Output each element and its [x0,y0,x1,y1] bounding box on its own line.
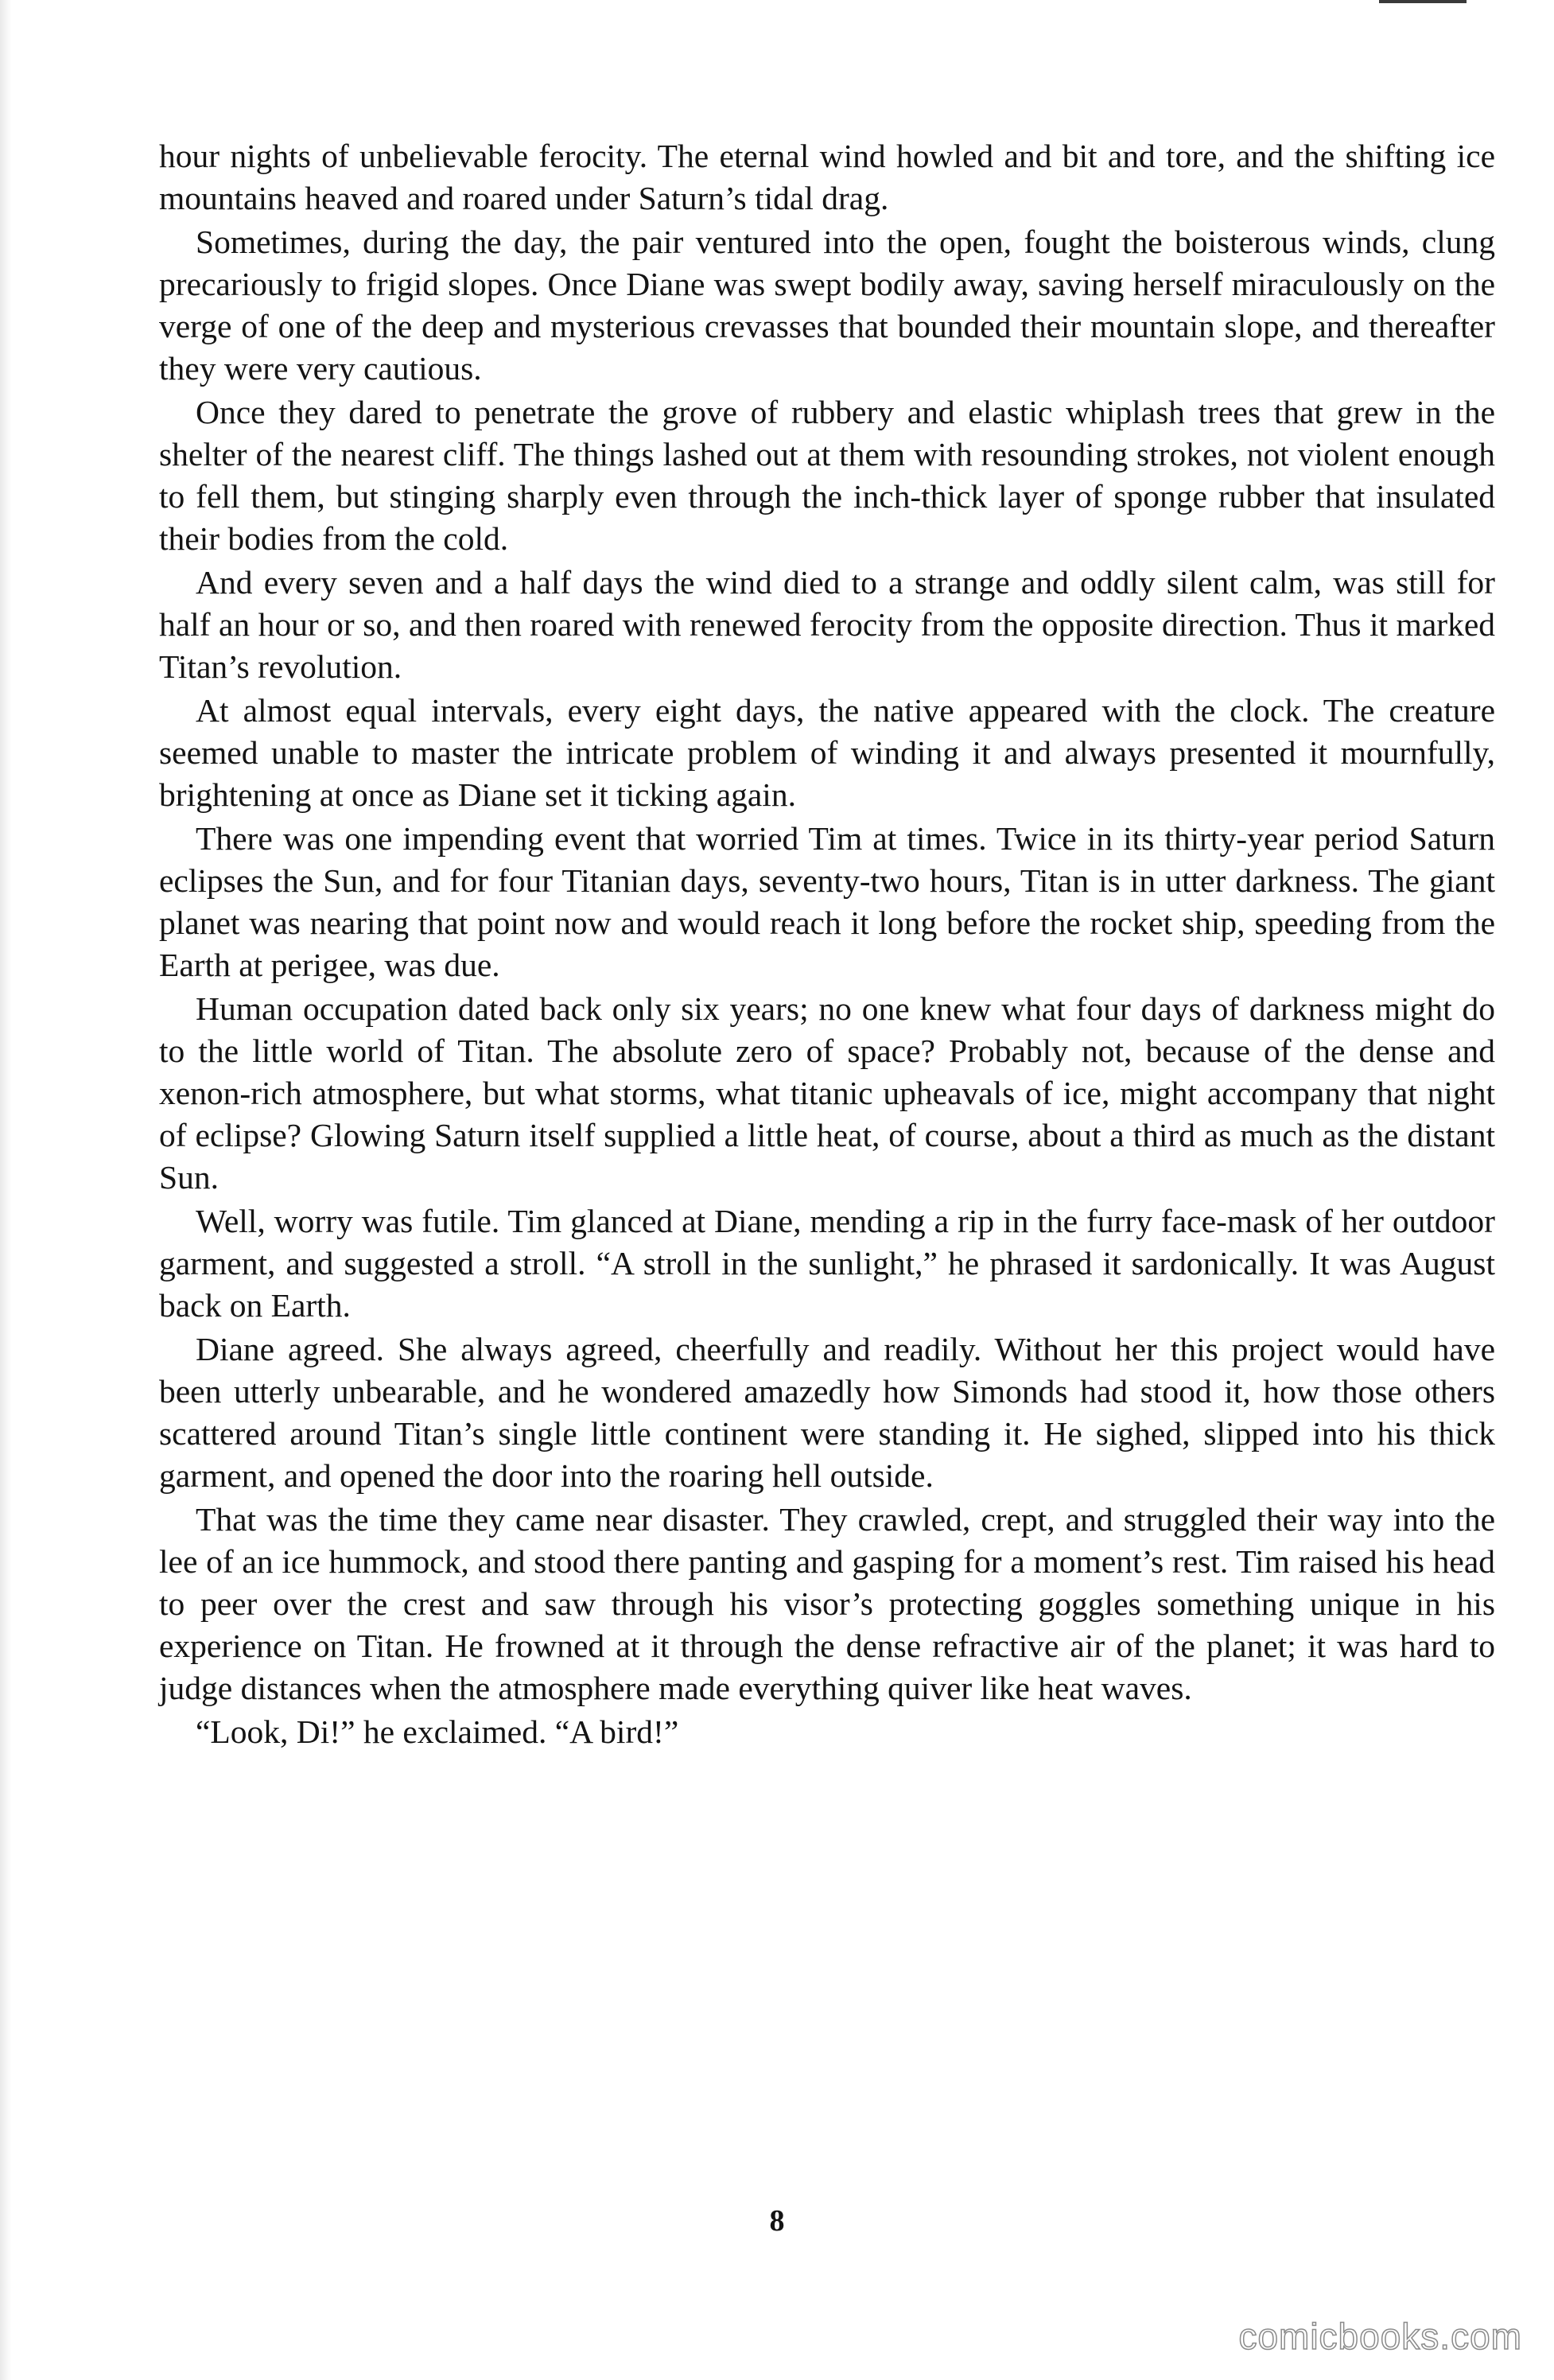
page-number: 8 [769,2204,785,2238]
paragraph: Well, worry was futile. Tim glanced at Diane, mending a rip in the furry face-mask of her outdoor garment, and suggested a stroll. “A stroll in the sunlight,” he phrased it sardonically. It was August back on Earth. [159,1203,1495,1324]
paragraph: There was one impending event that worried Tim at times. Twice in its thirty-year period Saturn eclipses the Sun, and for four Titanian days, seventy-two hours, Titan is in utter darkness. The giant planet was nearing that point now and would reach it long before the rocket ship, speeding from the Earth at perigee, was due. [159,820,1495,983]
paragraph: “Look, Di!” he exclaimed. “A bird!” [196,1713,679,1750]
text-column [159,135,1495,1755]
paragraph: Once they dared to penetrate the grove of rubbery and elastic whiplash trees that grew in the shelter of the nearest cliff. The things lashed out at them with resounding strokes, not violent enough to fell them, but stinging sharply even through the inch-thick layer of sponge rubber that insulated their bodies from the cold. [159,394,1495,557]
paragraph: Diane agreed. She always agreed, cheerfully and readily. Without her this project would have been utterly unbearable, and he wondered amazedly how Simonds had stood it, how those others scattered around Titan’s single little continent were standing it. He sighed, slipped into his thick garment, and opened the door into the roaring hell outside. [159,1331,1495,1494]
paragraph: And every seven and a half days the wind died to a strange and oddly silent calm, was still for half an hour or so, and then roared with renewed ferocity from the opposite direction. Thus it marked Titan’s revolution. [159,564,1495,685]
paragraph: Human occupation dated back only six years; no one knew what four days of darkness might do to the little world of Titan. The absolute zero of space? Probably not, because of the dense and xenon-rich atmosphere, but what storms, what titanic upheavals of ice, might accompany that night of eclipse? Glowing Saturn itself supplied a little heat, of course, about a third as much as the distant Sun. [159,990,1495,1196]
scan-mark [1379,0,1467,3]
paragraph: Sometimes, during the day, the pair ventured into the open, fought the boisterous winds, clung precariously to frigid slopes. Once Diane was swept bodily away, saving herself miraculously on the verge of one of the deep and mysterious crevasses that bounded their mountain slope, and thereafter they were very cautious. [159,224,1495,387]
paragraph: At almost equal intervals, every eight days, the native appeared with the clock. The creature seemed unable to master the intricate problem of winding it and always presented it mournfully, brightening at once as Diane set it ticking again. [159,692,1495,813]
watermark: comicbooks.com [1238,2316,1522,2357]
paragraph: hour nights of unbelievable ferocity. The eternal wind howled and bit and tore, and the shifting ice mountains heaved and roared under Saturn’s tidal drag. [159,138,1495,216]
paragraph: That was the time they came near disaster. They crawled, crept, and struggled their way into the lee of an ice hummock, and stood there panting and gasping for a moment’s rest. Tim raised his head to peer over the crest and saw through his visor’s protecting goggles something unique in his experience on Titan. He frowned at it through the dense refractive air of the planet; it was hard to judge distances when the atmosphere made everything quiver like heat waves. [159,1501,1495,1706]
scan-edge-shadow [0,0,11,2380]
